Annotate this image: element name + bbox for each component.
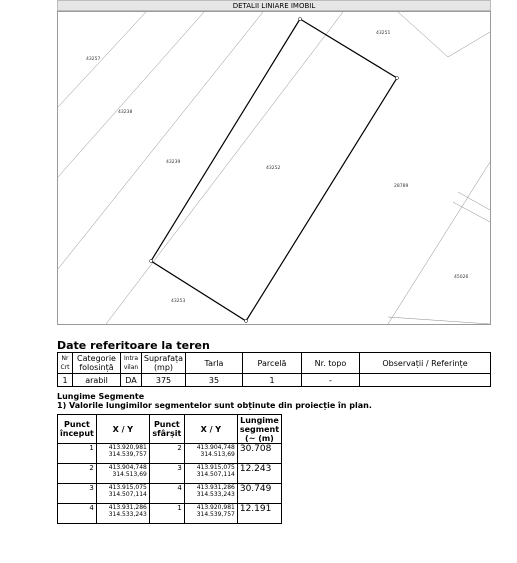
cell-suprafata: 375 — [142, 374, 186, 387]
parcel-label: 28789 — [394, 184, 409, 189]
cell-categorie: arabil — [73, 374, 121, 387]
col-parcela: Parcelă — [243, 353, 302, 374]
cell-end: 2 — [149, 444, 184, 464]
segments-heading — [57, 392, 372, 410]
cell-length: 12.191 — [237, 504, 281, 524]
cell-tarla: 35 — [186, 374, 243, 387]
col-nr-topo: Nr. topo — [302, 353, 360, 374]
cell-xy-end — [184, 504, 237, 524]
table-row — [58, 484, 282, 504]
col-observatii: Observații / Referințe — [360, 353, 491, 374]
cell-start: 1 — [58, 444, 97, 464]
cell-xy-start — [96, 444, 149, 464]
segments-table — [57, 414, 282, 524]
map-drawing — [58, 12, 490, 324]
coord-x: 413.920,981 — [108, 444, 147, 451]
coord-y: 314.539,757 — [108, 451, 147, 458]
table-row — [58, 444, 282, 464]
cell-xy-start — [96, 504, 149, 524]
terrain-title: Date referitoare la teren — [57, 339, 210, 352]
table-row — [58, 504, 282, 524]
col-end: Punct sfârșit — [149, 415, 184, 444]
coord-x: 413.920,981 — [196, 504, 235, 511]
cell-start: 3 — [58, 484, 97, 504]
cell-xy-start — [96, 484, 149, 504]
coord-y: 314.513,69 — [200, 451, 235, 458]
parcel-label-main: 43252 — [266, 166, 281, 171]
col-intravilan: Intra vilan — [121, 353, 142, 374]
cell-xy-end — [184, 444, 237, 464]
cell-end: 1 — [149, 504, 184, 524]
cell-start: 4 — [58, 504, 97, 524]
col-suprafata: Suprafața (mp) — [142, 353, 186, 374]
coord-y: 314.513,69 — [112, 471, 147, 478]
parcel-label: 45026 — [454, 275, 469, 280]
parcel-label: 43238 — [118, 110, 133, 115]
coord-x: 413.904,748 — [108, 464, 147, 471]
coord-x: 413.931,286 — [196, 484, 235, 491]
cell-length: 12.243 — [237, 464, 281, 484]
table-row — [58, 374, 491, 387]
cell-nr-topo: - — [302, 374, 360, 387]
coord-y: 314.533,243 — [196, 491, 235, 498]
segments-title: Lungime Segmente — [57, 392, 145, 401]
coord-x: 413.915,075 — [196, 464, 235, 471]
cell-xy-start — [96, 464, 149, 484]
cell-start: 2 — [58, 464, 97, 484]
parcel-label: 43257 — [86, 57, 101, 62]
cell-intravilan: DA — [121, 374, 142, 387]
cell-length: 30.749 — [237, 484, 281, 504]
cell-xy-end — [184, 464, 237, 484]
col-start: Punct început — [58, 415, 97, 444]
segments-header-row — [58, 415, 282, 444]
parcel-label: 43251 — [376, 31, 391, 36]
segments-subtitle: 1) Valorile lungimilor segmentelor sunt obținute din proiecție în plan. — [57, 401, 372, 410]
cell-xy-end — [184, 484, 237, 504]
coord-y: 314.539,757 — [196, 511, 235, 518]
cadastral-map — [57, 11, 491, 325]
col-categorie: Categorie folosință — [73, 353, 121, 374]
cell-end: 4 — [149, 484, 184, 504]
col-xy-end: X / Y — [184, 415, 237, 444]
terrain-header-row — [58, 353, 491, 374]
map-header: DETALII LINIARE IMOBIL — [57, 0, 491, 11]
parcel-label: 43253 — [171, 299, 186, 304]
terrain-table — [57, 352, 491, 387]
col-length: Lungime segment (~ (m) — [237, 415, 281, 444]
coord-y: 314.507,114 — [108, 491, 147, 498]
col-tarla: Tarla — [186, 353, 243, 374]
parcel-label: 43239 — [166, 160, 181, 165]
coord-y: 314.507,114 — [196, 471, 235, 478]
cell-end: 3 — [149, 464, 184, 484]
coord-x: 413.904,748 — [196, 444, 235, 451]
cell-observatii — [360, 374, 491, 387]
cell-nr: 1 — [58, 374, 73, 387]
cell-length: 30.708 — [237, 444, 281, 464]
col-nr: Nr Crt — [58, 353, 73, 374]
coord-x: 413.915,075 — [108, 484, 147, 491]
coord-x: 413.931,286 — [108, 504, 147, 511]
col-xy-start: X / Y — [96, 415, 149, 444]
coord-y: 314.533,243 — [108, 511, 147, 518]
table-row — [58, 464, 282, 484]
cell-parcela: 1 — [243, 374, 302, 387]
